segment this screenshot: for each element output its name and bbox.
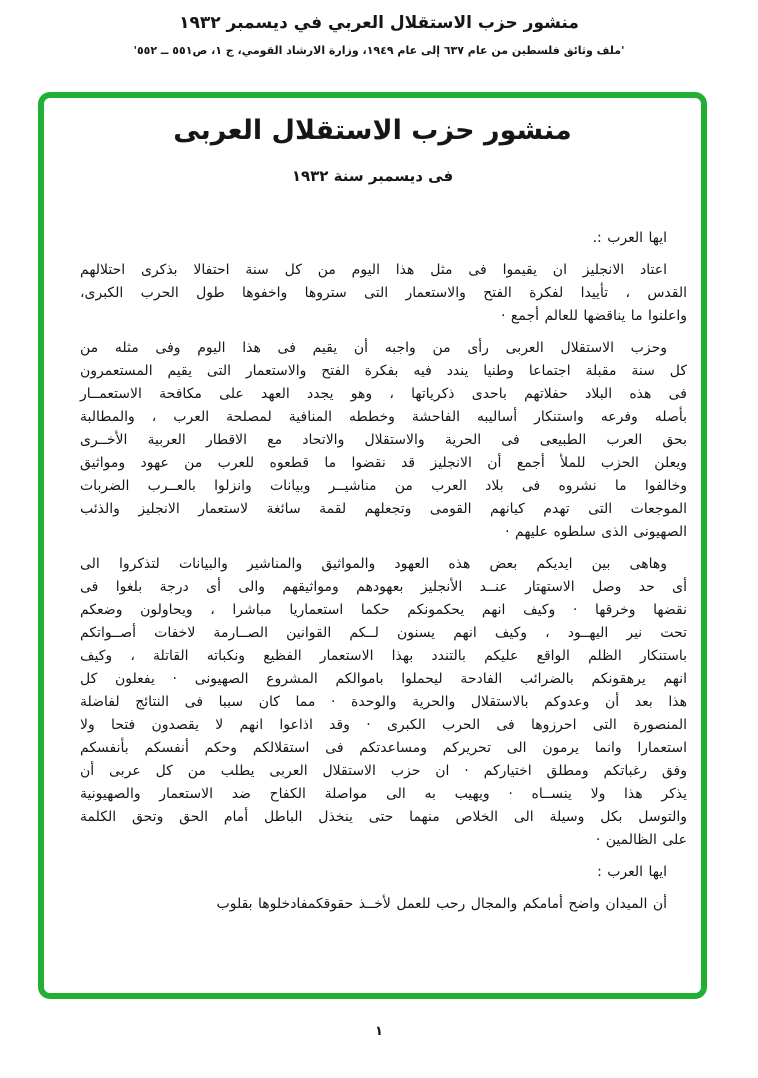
text-line: بأصله وفرعه واستنكار أساليبه الفاحشة وخططه المنافية لمصلحة العرب ، والمطالبة bbox=[80, 409, 687, 425]
document-title: منشور حزب الاستقلال العربى bbox=[173, 115, 572, 146]
text-line: وحزب الاستقلال العربى رأى من واجبه أن يقيم فى هذا اليوم وفى مثله من bbox=[80, 340, 667, 356]
paragraph bbox=[80, 337, 687, 544]
text-line: كل سنة مقبلة اجتماعا وطنيا يندد فيه بفكرة الفتح والاستعمار التى يقيم المستعمرون bbox=[80, 363, 687, 379]
document-frame bbox=[38, 92, 707, 999]
text-line: ايها العرب : bbox=[597, 864, 667, 880]
paragraph bbox=[80, 259, 687, 328]
text-line: نقضها وخرقها · وكيف انهم يحكمونكم حكما استعماريا مباشرا ، ويحاولون وضعكم bbox=[80, 602, 687, 618]
text-line: هذا بعد أن وعدوكم بالاستقلال والحرية والوحدة · مما كان سببا فى النتائج لفاضلة bbox=[80, 694, 687, 710]
text-line: أى حد وصل الاستهتار عنــد الأنجليز بعهودهم ومواثيقهم والى أى درجة بلغوا فى bbox=[80, 579, 687, 595]
page-header bbox=[0, 10, 758, 57]
text-line: الصهيونى الذى سلطوه عليهم · bbox=[505, 524, 687, 540]
text-line: اعتاد الانجليز ان يقيموا فى مثل هذا اليوم من كل سنة احتفالا بذكرى احتلالهم bbox=[80, 262, 667, 278]
page-title: منشور حزب الاستقلال العربي في ديسمبر ١٩٣٢ bbox=[179, 13, 579, 33]
text-line: ويعلن الحزب للملأ أجمع أن الانجليز قد نقضوا ما قطعوه للعرب من عهود ومواثيق bbox=[80, 455, 687, 471]
paragraph bbox=[80, 893, 687, 916]
text-line: والتوسل بكل وسيلة الى الخلاص منهما حتى ينخذل الباطل أمام الحق وتحق الكلمة bbox=[80, 809, 687, 825]
text-line: تحت نير اليهــود ، وكيف انهم يسنون لــكم القوانين الصــارمة لاخفات أصــواتكم bbox=[80, 625, 687, 641]
text-line: وخالفوا ما نشروه فى بلاد العرب من مناشيــر وبيانات وانزلوا بالعــرب الضربات bbox=[80, 478, 687, 494]
text-line: وفق رغباتكم ومطلق اختياركم · ان حزب الاستقلال العربى يطلب من كل عربى أن bbox=[80, 763, 687, 779]
text-line: يذكر هذا ولا ينســاه · ويهيب به الى مواصلة الكفاح ضد الاستعمار والصهيونية bbox=[80, 786, 687, 802]
document-body bbox=[44, 227, 701, 916]
text-line: المنصورة التى احرزوها فى الحرب الكبرى · وقد اذاعوا انهم لا يقصدون فتحا ولا bbox=[80, 717, 687, 733]
salutation bbox=[80, 227, 687, 250]
text-line: فى هذه البلاد حفلاتهم باحدى ذكرياتها ، وهو يجدد العهد على مكافحة الاستعمــار bbox=[80, 386, 687, 402]
document-subtitle: فى ديسمبر سنة ١٩٣٢ bbox=[291, 167, 454, 185]
paragraph bbox=[80, 553, 687, 852]
text-line: على الظالمين · bbox=[595, 832, 687, 848]
text-line: واعلنوا ما يناقضها للعالم أجمع · bbox=[501, 308, 687, 324]
text-line: الموجعات التى تهدم كيانهم القومى وتجعلهم لقمة سائغة لاستعمار الانجليز والذئب bbox=[80, 501, 687, 517]
text-line: بحق العرب الطبيعى فى الحرية والاستقلال والاتحاد مع الاقطار العربية الأخــرى bbox=[80, 432, 687, 448]
text-line: أن الميدان واضح أمامكم والمجال رحب للعمل لأخــذ حقوقكمفادخلوها بقلوب bbox=[216, 896, 667, 912]
text-line: وهاهى بين ايديكم بعض هذه العهود والمواثيق والمناشير والبيانات لتذكروا الى bbox=[80, 556, 667, 572]
text-line: باستنكار الظلم الواقع عليكم بالتندد بهذا الاستعمار الفظيع ونكباته القاتلة ، وكيف bbox=[80, 648, 687, 664]
source-citation: 'ملف وثائق فلسطين من عام ٦٣٧ إلى عام ١٩٤٩، وزارة الارشاد القومي، ج ١، ص٥٥١ ــ ٥٥٢' bbox=[133, 44, 625, 57]
text-line: انهم يرهقونكم بالضرائب الفادحة ليحملوا باموالكم المشروع الصهيونى · يفعلون كل bbox=[80, 671, 687, 687]
salutation bbox=[80, 861, 687, 884]
text-line: استعمارا وانما يرمون الى تحريركم ومساعدتكم فى استقلالكم وحكم أنفسكم بأنفسكم bbox=[80, 740, 687, 756]
page-number: ١ bbox=[375, 1024, 383, 1039]
text-line: ايها العرب :. bbox=[592, 230, 667, 246]
text-line: القدس ، تأييدا لفكرة الفتح والاستعمار التى ستروها واخفوها طول الحرب الكبرى، bbox=[80, 285, 687, 301]
